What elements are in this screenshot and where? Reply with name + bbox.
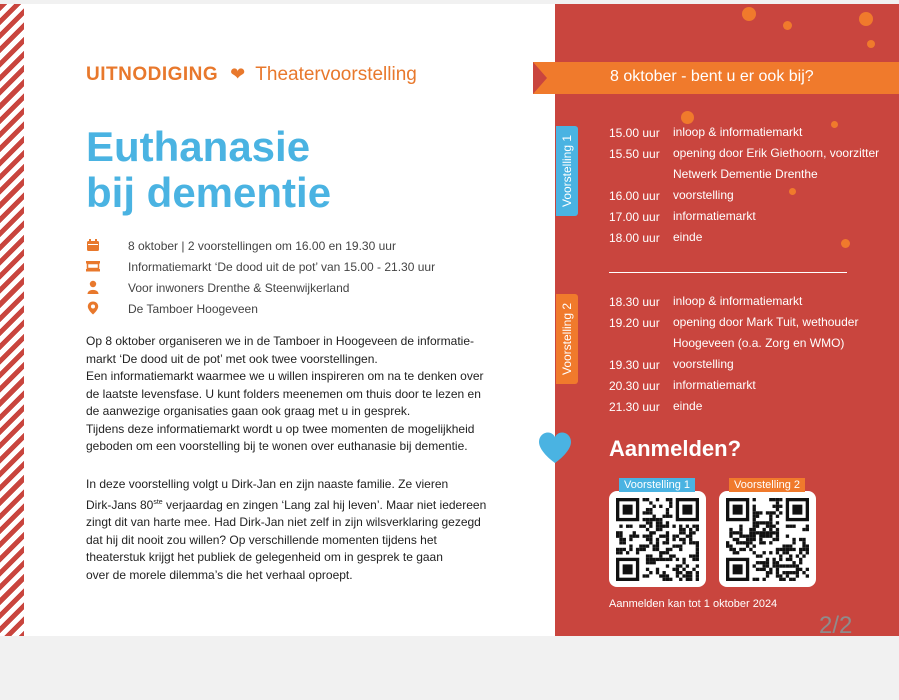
info-text-market: Informatiemarkt ‘De dood uit de pot’ van 15.00 - 21.30 uur [128, 260, 436, 274]
story-line: In deze voorstelling volgt u Dirk-Jan en zijn naaste familie. Ze vieren [86, 477, 449, 491]
schedule-row [609, 231, 889, 252]
schedule-1 [609, 126, 889, 252]
flyer-page [0, 4, 899, 636]
banner-notch [533, 62, 547, 94]
schedule-event: opening door Mark Tuit, wethouder Hoogeveen (o.a. Zorg en WMO) [673, 315, 859, 350]
info-text-audience: Voor inwoners Drenthe & Steenwijkerland [128, 281, 350, 295]
ordinal-suffix: ste [153, 498, 163, 506]
tab-label: Voorstelling 1 [560, 134, 574, 208]
qr-label-1: Voorstelling 1 [619, 478, 695, 492]
schedule-2 [609, 295, 889, 421]
schedule-time: 16.00 uur [609, 189, 660, 203]
heart-icon [537, 430, 573, 466]
intro-line: Op 8 oktober organiseren we in de Tamboer in Hoogeveen de informatie- [86, 334, 475, 348]
schedule-time: 15.50 uur [609, 147, 660, 161]
kicker [86, 64, 417, 86]
schedule-row [609, 316, 889, 358]
intro-line: Een informatiemarkt waarmee we u willen inspireren om na te denken over [86, 369, 484, 383]
decor-dot [859, 12, 873, 26]
striped-edge [0, 4, 24, 636]
page-indicator: 2/2 [819, 612, 853, 636]
story-line: zingt dit van harte mee. Had Dirk-Jan niet zelf in zijn wilsverklaring gezegd [86, 515, 481, 529]
banner-icon [86, 259, 100, 273]
schedule-time: 18.00 uur [609, 231, 660, 245]
info-row-location [86, 301, 516, 322]
qr-label-2: Voorstelling 2 [729, 478, 805, 492]
qr-code-icon [616, 498, 699, 581]
story-line: over de morele dilemma’s die het verhaal oproept. [86, 567, 353, 582]
schedule-time: 19.20 uur [609, 316, 660, 330]
schedule-time: 19.30 uur [609, 358, 660, 372]
decor-dot [783, 21, 792, 30]
intro-paragraph [86, 333, 506, 456]
intro-line: geboden om een voorstelling bij te wonen over euthanasie bij dementie. [86, 439, 468, 453]
schedule-time: 15.00 uur [609, 126, 660, 140]
qr-code-2[interactable] [719, 491, 816, 587]
intro-line: de aanwezige organisaties gaan ook graag met u in gesprek. [86, 404, 411, 418]
tab-label: Voorstelling 2 [560, 302, 574, 376]
schedule-event: voorstelling [673, 188, 734, 202]
story-line: dat hij dit nooit zou willen? Op verschillende momenten tijdens het [86, 532, 437, 547]
schedule-time: 17.00 uur [609, 210, 660, 224]
register-deadline: Aanmelden kan tot 1 oktober 2024 [609, 598, 778, 610]
info-row-market [86, 259, 516, 280]
schedule-event: opening door Erik Giethoorn, voorzitter Netwerk Dementie Drenthe [673, 146, 880, 181]
decor-dot [742, 7, 756, 21]
schedule-row [609, 400, 889, 421]
schedule-event: inloop & informatiemarkt [673, 125, 803, 139]
calendar-icon [86, 238, 100, 252]
schedule-event: inloop & informatiemarkt [673, 294, 803, 308]
schedule-event: einde [673, 399, 703, 413]
title-line-1: Euthanasie [86, 123, 311, 170]
decor-dot [867, 40, 875, 48]
page-title [86, 124, 331, 216]
schedule-event: einde [673, 230, 703, 244]
info-text-date: 8 oktober | 2 voorstellingen om 16.00 en 19.30 uur [128, 239, 396, 253]
story-text: verjaardag en zingen ‘Lang zal hij leven’. Maar niet iedereen [162, 497, 487, 512]
tab-voorstelling-2 [556, 294, 578, 384]
story-paragraph [86, 476, 506, 584]
heart-icon: ❤ [230, 64, 246, 84]
intro-line: de laatste levensfase. U kunt folders meenemen om thuis door te lezen en [86, 386, 481, 401]
register-heading: Aanmelden? [609, 436, 742, 461]
divider [609, 272, 847, 273]
schedule-row [609, 147, 889, 189]
kicker-main: UITNODIGING [86, 64, 219, 85]
schedule-time: 21.30 uur [609, 400, 660, 414]
qr-code-icon [726, 498, 809, 581]
title-line-2: bij dementie [86, 169, 332, 216]
schedule-event: informatiemarkt [673, 378, 756, 392]
qr-code-1[interactable] [609, 491, 706, 587]
story-line: theaterstuk krijgt het publiek de gelegenheid om in gesprek te gaan [86, 550, 443, 564]
schedule-time: 18.30 uur [609, 295, 660, 309]
intro-line: Tijdens deze informatiemarkt wordt u op twee momenten de mogelijkheid [86, 421, 475, 436]
banner-text: 8 oktober - bent u er ook bij? [610, 68, 814, 85]
kicker-sub: Theatervoorstelling [255, 64, 417, 85]
info-row-date [86, 238, 516, 259]
person-icon [86, 280, 100, 294]
schedule-event: informatiemarkt [673, 209, 756, 223]
info-row-audience [86, 280, 516, 301]
info-text-location: De Tamboer Hoogeveen [128, 302, 258, 316]
event-info [86, 238, 516, 322]
intro-line: markt ‘De dood uit de pot’ met ook twee voorstellingen. [86, 351, 378, 366]
schedule-time: 20.30 uur [609, 379, 660, 393]
schedule-event: voorstelling [673, 357, 734, 371]
story-text: Dirk-Jans 80 [86, 497, 154, 512]
story-line [86, 494, 506, 515]
location-pin-icon [86, 301, 100, 315]
tab-voorstelling-1 [556, 126, 578, 216]
